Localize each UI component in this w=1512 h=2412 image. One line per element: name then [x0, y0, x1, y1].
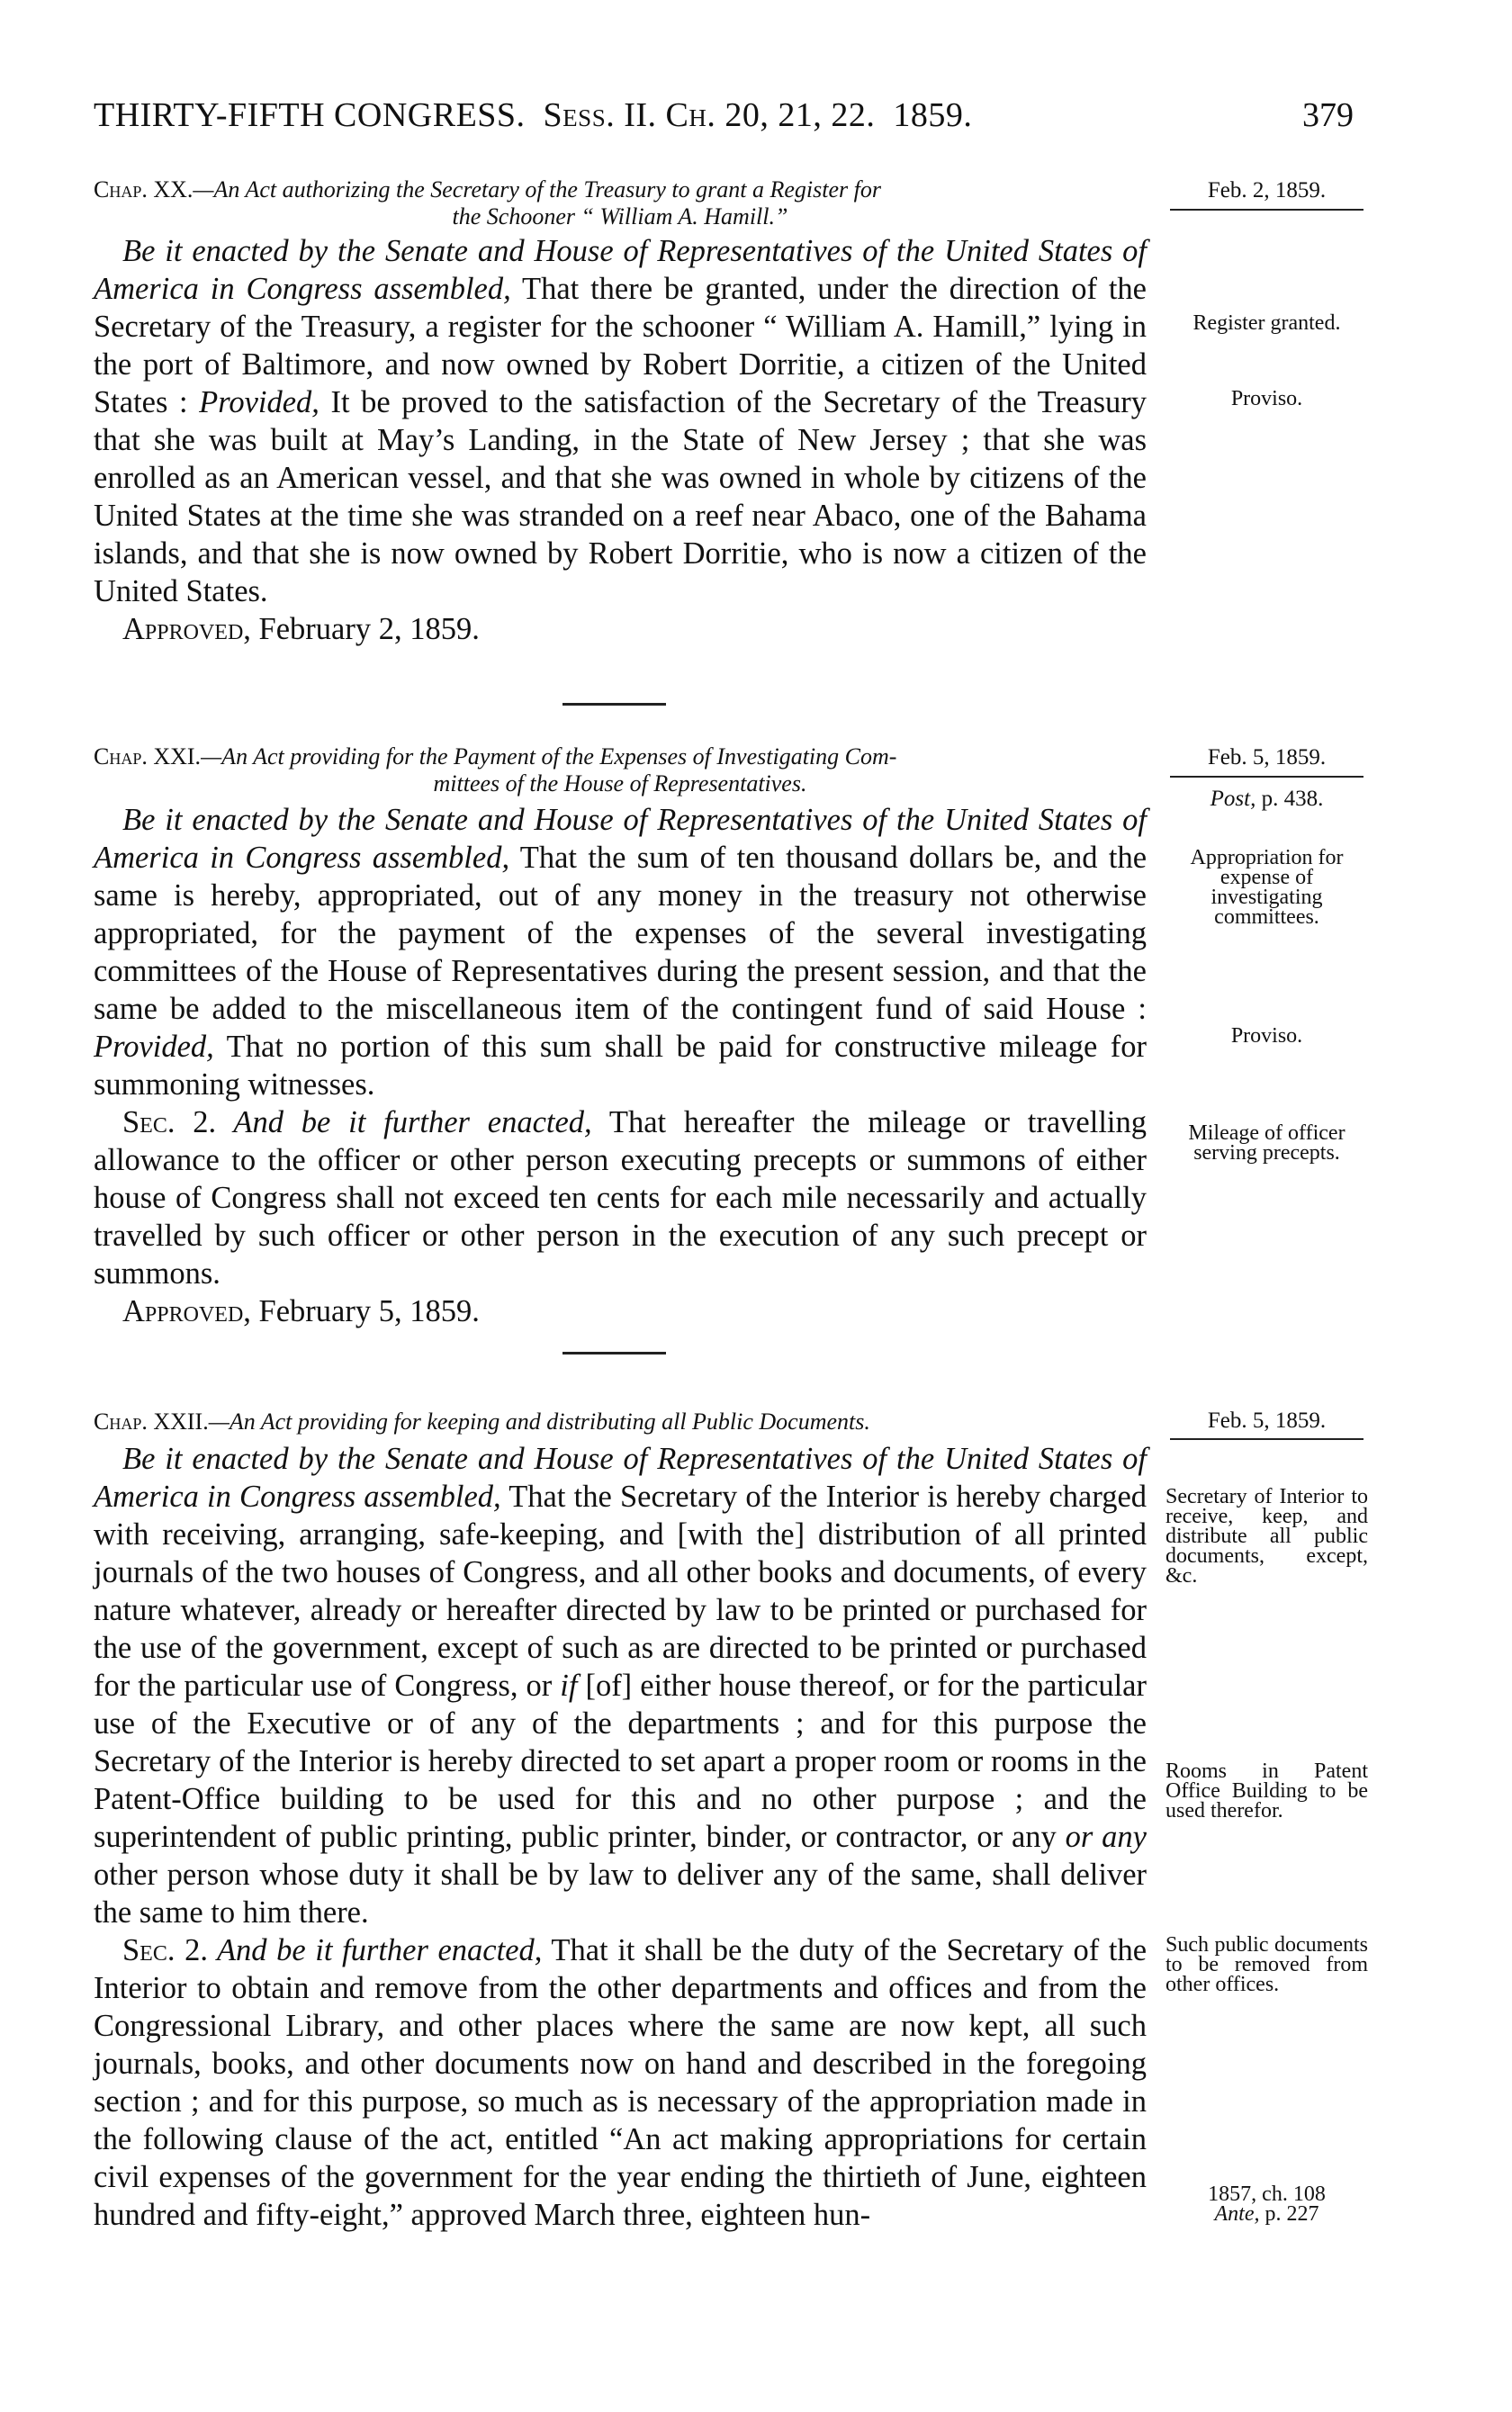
- chapter-22-title: Chap. XXII.—An Act providing for keeping and distributing all Public Documents.: [94, 1408, 870, 1435]
- date-rule: [1170, 776, 1364, 778]
- date-rule: [1170, 209, 1364, 211]
- chapter-22-body: Be it enacted by the Senate and House of Representatives of the United States of America in Congress assembled, That the Secretary of the Interior is hereby charged with receiving, arranging, safe-keeping, and [with the] distribution of all printed journals of the two houses of Congress, and all other books and documents, of every nature whatever, already or hereafter directed by law to be printed or purchased for the use of the government, except of such as are directed to be printed or purchased for the particular use of Congress, or if [of] either house thereof, or for the particular use of the Executive or of any of the departments ; and for this purpose the Secretary of the Interior is hereby directed to set apart a proper room or rooms in the Patent-Office building to be used for this and no other purpose ; and the superintendent of public printing, public printer, binder, or contractor, or any or any other person whose duty it shall be by law to deliver any of the same, shall deliver the same to him there. Sec. 2. And be it further enacted, That it shall be the duty of the Secretary of the Interior to obtain and remove from the other departments and offices and from the Congressional Library, and other places where the same are now kept, all such journals, books, and other documents now on hand and described in the foregoing section ; and for this purpose, so much as is necessary of the appropriation made in the following clause of the act, entitled “An act making appropriations for certain civil expenses of the government for the year ending the thirtieth of June, eighteen hundred and fifty-eight,” approved March three, eighteen hun-: [94, 1442, 1148, 2232]
- page-number: 379: [1302, 96, 1354, 134]
- post-reference: Post, p. 438.: [1210, 787, 1324, 811]
- margin-note-proviso: Proviso.: [1230, 387, 1303, 410]
- chapter-20-title: Chap. XX.—An Act authorizing the Secretary of the Treasury to grant a Register for the Schooner “ William A. Hamill.”: [94, 176, 881, 230]
- chapter-22-date: Feb. 5, 1859.: [1207, 1408, 1327, 1433]
- chapter-21-date: Feb. 5, 1859.: [1207, 745, 1327, 770]
- date-rule: [1170, 1438, 1364, 1440]
- chapter-21-body: Be it enacted by the Senate and House of Representatives of the United States of America in Congress assembled, That the sum of ten thousand dollars be, and the same is hereby, appropriated, out of any money in the treasury not otherwise appropriated, for the payment of the expenses of the several investigating committees of the House of Representatives during the present session, and that the same be added to the miscellaneous item of the contingent fund of said House : Provided, That no portion of this sum shall be paid for constructive mileage for summoning witnesses. Sec. 2. And be it further enacted, That hereafter the mileage or travelling allowance to the officer or other person executing precepts or summons of either house of Congress shall not exceed ten cents for each mile necessarily and actually travelled by such officer or other person in the execution of any such precept or summons. Approved, February 5, 1859.: [94, 803, 1148, 1328]
- chapter-20-date: Feb. 2, 1859.: [1207, 178, 1327, 202]
- header-title: THIRTY-FIFTH CONGRESS. Sess. II. Ch. 20, 21, 22. 1859.: [94, 96, 973, 134]
- running-header: [94, 95, 1354, 149]
- margin-note-proviso: Proviso.: [1230, 1024, 1303, 1048]
- margin-note-secretary-interior: Secretary of Interior to receive, keep, and distribute all public documents, except, &c.: [1166, 1485, 1368, 1588]
- section-separator: [562, 1352, 666, 1354]
- section-separator: [562, 703, 666, 706]
- margin-note-mileage: Mileage of officer serving precepts.: [1188, 1121, 1346, 1165]
- margin-note-statute-reference: 1857, ch. 108 Ante, p. 227: [1208, 2182, 1326, 2226]
- margin-note-documents-removed: Such public documents to be removed from other offices.: [1166, 1933, 1368, 1996]
- margin-note-appropriation: Appropriation for expense of investigating committees.: [1190, 846, 1344, 929]
- chapter-21-title: Chap. XXI.—An Act providing for the Payment of the Expenses of Investigating Com- mittees of the House of Representatives.: [94, 743, 897, 796]
- margin-note-rooms-patent-office: Rooms in Patent Office Building to be used therefor.: [1166, 1760, 1368, 1822]
- margin-note-register-granted: Register granted.: [1192, 311, 1341, 335]
- chapter-20-body: Be it enacted by the Senate and House of Representatives of the United States of America in Congress assembled, That there be granted, under the direction of the Secretary of the Treasury, a register for the schooner “ William A. Hamill,” lying in the port of Baltimore, and now owned by Robert Dorritie, a citizen of the United States : Provided, It be proved to the satisfaction of the Secretary of the Treasury that she was built at May’s Landing, in the State of New Jersey ; that she was enrolled as an American vessel, and that she was owned in whole by citizens of the United States at the time she was stranded on a reef near Abaco, one of the Bahama islands, and that she is now owned by Robert Dorritie, who is now a citizen of the United States. Approved, February 2, 1859.: [94, 234, 1147, 646]
